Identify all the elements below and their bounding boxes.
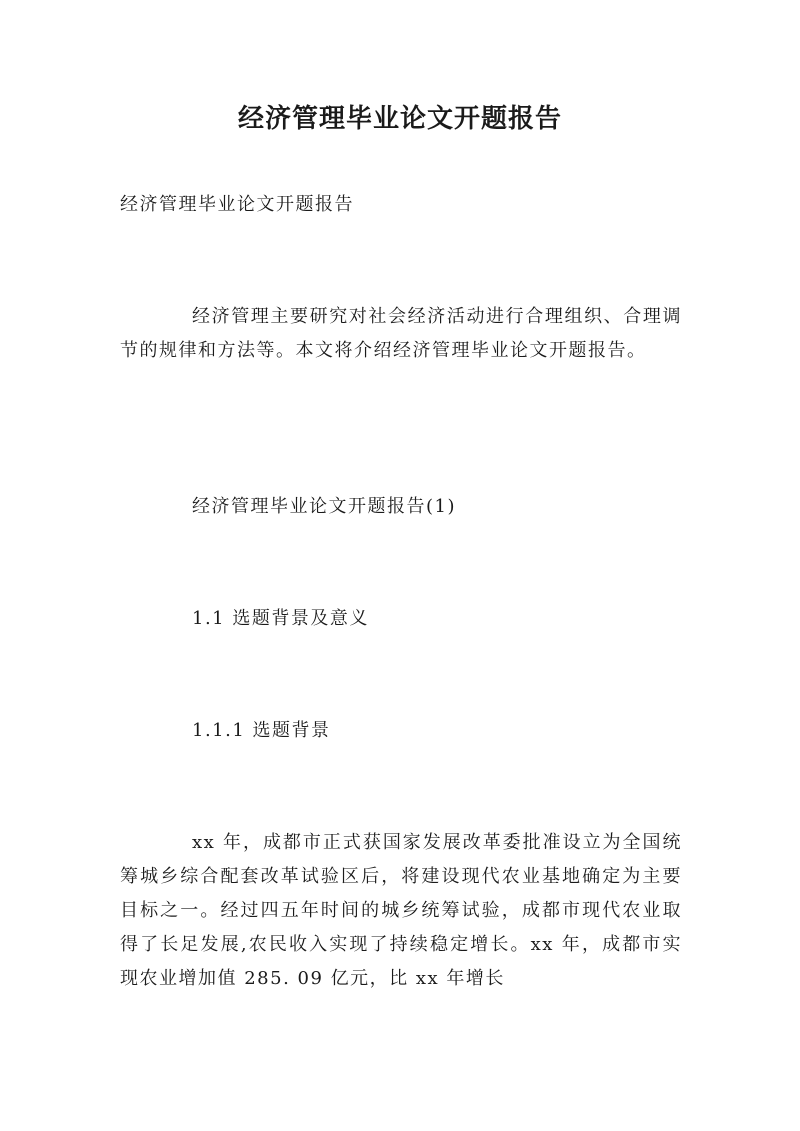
- document-subtitle: 经济管理毕业论文开题报告: [120, 194, 354, 215]
- document-title: 经济管理毕业论文开题报告: [237, 104, 562, 134]
- intro-paragraph: 经济管理主要研究对社会经济活动进行合理组织、合理调节的规律和方法等。本文将介绍经济管理毕业论文开题报告。: [120, 306, 682, 361]
- heading-1-1-1: 1.1.1 选题背景: [192, 720, 331, 741]
- section-heading: 经济管理毕业论文开题报告(1): [192, 496, 456, 517]
- heading-1-1: 1.1 选题背景及意义: [192, 608, 369, 629]
- body-paragraph: xx 年，成都市正式获国家发展改革委批准设立为全国统筹城乡综合配套改革试验区后，将建设现代农业基地确定为主要目标之一。经过四五年时间的城乡统筹试验，成都市现代农业取得了长足发展,农民收入实现了持续稳定增长。xx 年，成都市实现农业增加值 285. 09 亿元，比 xx 年增长: [120, 832, 682, 989]
